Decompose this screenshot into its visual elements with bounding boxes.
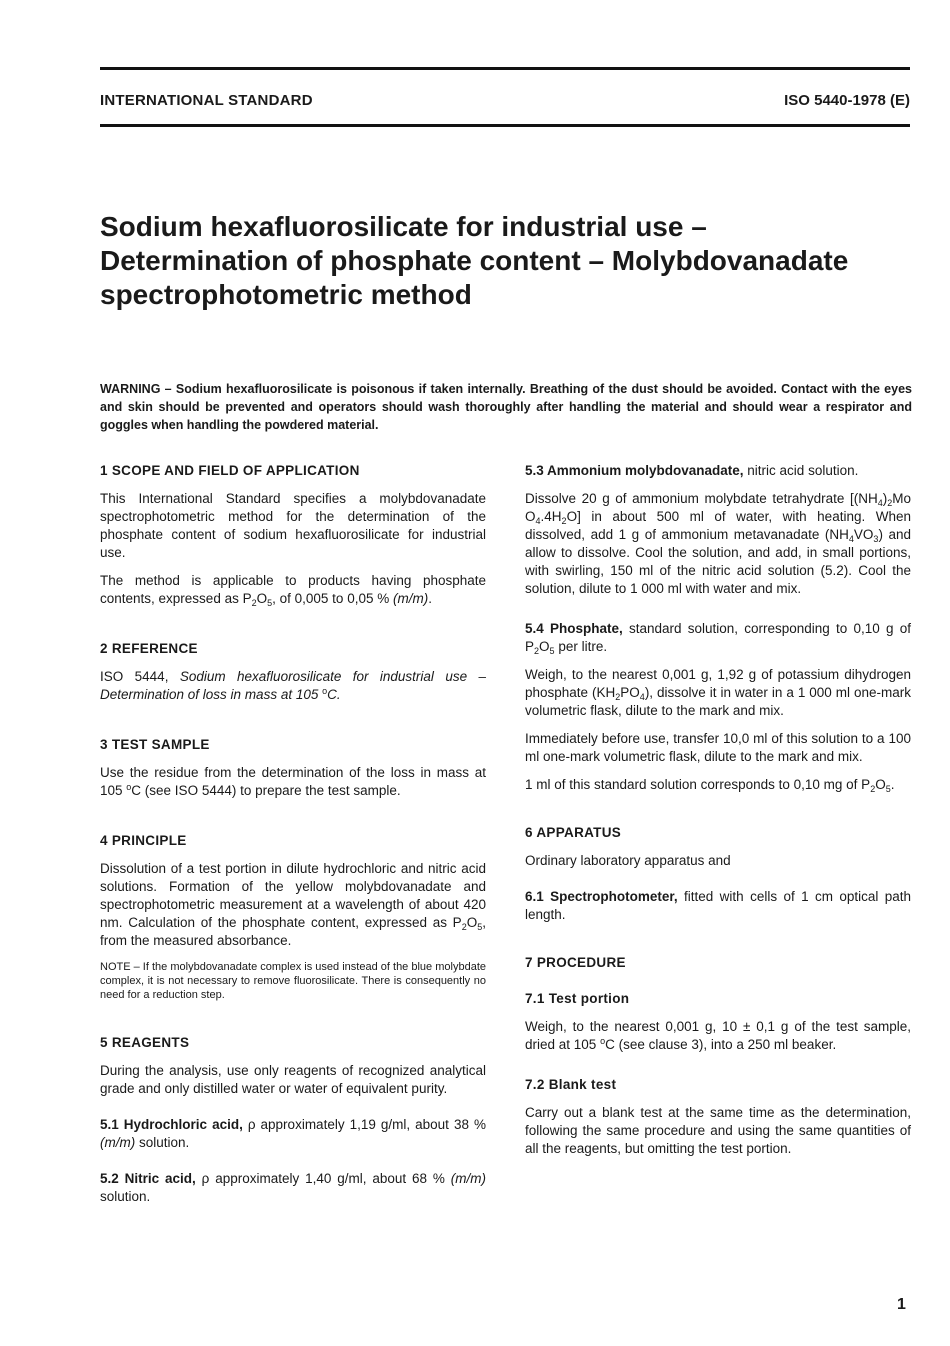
section-1-paragraph-2: The method is applicable to products having phosphate contents, expressed as $P_2O_5$, of 0,005 to 0,05 % (m/m). bbox=[100, 573, 486, 608]
subsection-7-2-heading: 7.2 Blank test bbox=[525, 1077, 617, 1092]
reagent-5-4-paragraph-3: 1 ml of this standard solution corresponds to 0,10 mg of $P_2O_5$. bbox=[525, 777, 895, 794]
section-6-paragraph: Ordinary laboratory apparatus and bbox=[525, 853, 731, 868]
reagent-5-3-paragraph: Dissolve 20 g of ammonium molybdate tetrahydrate [$(NH_4)_2Mo$ $O_4.4H_2O$] in about 500 ml of water, with heating. When dissolved, add 1 g of ammonium metavanadate $(NH_4VO_3)$ and allow to dissolve. Cool the solution, and add, in small portions, with swirling, 150 ml of the nitric acid solution (5.2). Cool the solution, dilute to 1 000 ml with water and mix. bbox=[525, 491, 911, 596]
section-3-heading: 3 TEST SAMPLE bbox=[100, 737, 210, 752]
header-rule-bottom bbox=[100, 124, 910, 127]
section-7-heading: 7 PROCEDURE bbox=[525, 955, 626, 970]
right-column bbox=[525, 462, 911, 1158]
section-1-heading: 1 SCOPE AND FIELD OF APPLICATION bbox=[100, 463, 360, 478]
section-4-note: NOTE – If the molybdovanadate complex is used instead of the blue molybdate complex, it is not necessary to remove fluorosilicate. There is consequently no need for a reduction step. bbox=[100, 961, 486, 1001]
subsection-7-2-paragraph: Carry out a blank test at the same time as the determination, following the same procedure and using the same quantities of all the reagents, but omitting the test portion. bbox=[525, 1105, 911, 1156]
title-line-2: Determination of phosphate content – Molybdovanadate bbox=[100, 245, 849, 276]
reagent-5-2: 5.2 Nitric acid, ρ approximately 1,40 g/ml, about 68 % (m/m) solution. bbox=[100, 1171, 486, 1204]
reagent-5-1: 5.1 Hydrochloric acid, ρ approximately 1,19 g/ml, about 38 % (m/m) solution. bbox=[100, 1117, 486, 1150]
reagent-5-3-heading: 5.3 Ammonium molybdovanadate, nitric acid solution. bbox=[525, 463, 859, 478]
reagent-5-4-heading: 5.4 Phosphate, standard solution, corresponding to 0,10 g of $P_2O_5$ per litre. bbox=[525, 621, 912, 656]
apparatus-6-1: 6.1 Spectrophotometer, fitted with cells of 1 cm optical path length. bbox=[525, 889, 911, 922]
section-6-heading: 6 APPARATUS bbox=[525, 825, 622, 840]
reagent-5-4-paragraph-2: Immediately before use, transfer 10,0 ml of this solution to a 100 ml one-mark volumetric flask, dilute to the mark and mix. bbox=[525, 731, 911, 764]
section-2-paragraph: ISO 5444, Sodium hexafluorosilicate for industrial use – Determination of loss in mass at 105 $^o$C. bbox=[100, 669, 487, 702]
section-3-paragraph: Use the residue from the determination of the loss in mass at 105 $^o$C (see ISO 5444) to prepare the test sample. bbox=[100, 765, 486, 798]
section-5-paragraph: During the analysis, use only reagents of recognized analytical grade and only distilled water or water of equivalent purity. bbox=[100, 1063, 486, 1096]
section-5-heading: 5 REAGENTS bbox=[100, 1035, 190, 1050]
header-rule-top bbox=[100, 67, 910, 70]
section-2-heading: 2 REFERENCE bbox=[100, 641, 198, 656]
section-4-paragraph: Dissolution of a test portion in dilute hydrochloric and nitric acid solutions. Formation of the yellow molybdovanadate and spectrophotometric measurement at a wavelength of about 420 nm. Calculation of the phosphate content, expressed as $P_2O_5$, from the measured absorbance. bbox=[100, 861, 486, 948]
document-title bbox=[100, 210, 900, 312]
warning-paragraph: WARNING – Sodium hexafluorosilicate is poisonous if taken internally. Breathing of the dust should be avoided. Contact with the eyes and skin should be prevented and operators should wash thoroughly after handling the material and should wear a respirator and goggles when handling the powdered material. bbox=[100, 382, 912, 432]
reagent-5-4-paragraph-1: Weigh, to the nearest 0,001 g, 1,92 g of potassium dihydrogen phosphate $(KH_2PO_4)$, dissolve it in water in a 1 000 ml one-mark volumetric flask, dilute to the mark and mix. bbox=[525, 667, 911, 718]
document-type: INTERNATIONAL STANDARD bbox=[100, 92, 313, 109]
title-line-1: Sodium hexafluorosilicate for industrial use – bbox=[100, 211, 707, 242]
page-number: 1 bbox=[897, 1296, 906, 1313]
subsection-7-1-heading: 7.1 Test portion bbox=[525, 991, 630, 1006]
title-line-3: spectrophotometric method bbox=[100, 279, 472, 310]
subsection-7-1-paragraph: Weigh, to the nearest 0,001 g, 10 ± 0,1 g of the test sample, dried at 105 $^o$C (see clause 3), into a 250 ml beaker. bbox=[525, 1019, 911, 1052]
section-1-paragraph-1: This International Standard specifies a molybdovanadate spectrophotometric method for the determination of the phosphate content of sodium hexafluorosilicate for industrial use. bbox=[100, 491, 486, 560]
section-4-heading: 4 PRINCIPLE bbox=[100, 833, 187, 848]
left-column bbox=[100, 462, 486, 1206]
standard-number: ISO 5440-1978 (E) bbox=[784, 92, 910, 109]
